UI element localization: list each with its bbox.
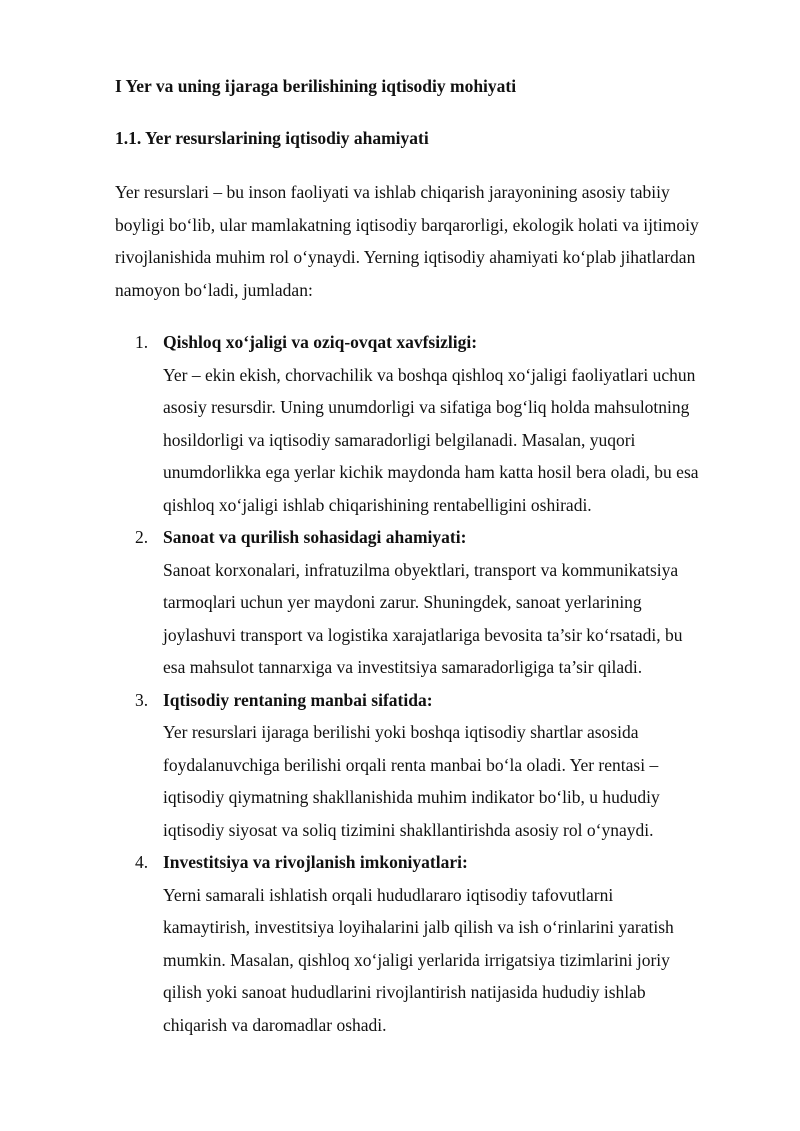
list-item-line: asosiy resursdir. Uning unumdorligi va sifatiga bog‘liq holda mahsulotning <box>163 397 690 417</box>
intro-line: rivojlanishida muhim rol o‘ynaydi. Yerning iqtisodiy ahamiyati ko‘plab jihatlardan <box>115 247 696 267</box>
intro-line: boyligi bo‘lib, ular mamlakatning iqtisodiy barqarorligi, ekologik holati va ijtimoiy <box>115 214 699 235</box>
list-item-line: joylashuvi transport va logistika xarajatlariga bevosita ta’sir ko‘rsatadi, bu <box>163 624 683 645</box>
list-item-line: chiqarish va daromadlar oshadi. <box>163 1014 387 1035</box>
list-item-line: Yer resurslari ijaraga berilishi yoki boshqa iqtisodiy shartlar asosida <box>163 722 639 742</box>
intro-paragraph <box>115 176 755 306</box>
list-item-line: qilish yoki sanoat hududlarini rivojlantirish natijasida hududiy ishlab <box>163 982 646 1002</box>
list-item-line: kamaytirish, investitsiya loyihalarini jalb qilish va ish o‘rinlarini yaratish <box>163 917 674 937</box>
list-item <box>115 326 755 521</box>
list-item-title: Sanoat va qurilish sohasidagi ahamiyati: <box>163 527 467 547</box>
section-heading: 1.1. Yer resurslarining iqtisodiy ahamiyati <box>115 128 429 148</box>
list-item <box>115 846 755 1041</box>
list-item-line: foydalanuvchiga berilishi orqali renta manbai bo‘la oladi. Yer rentasi – <box>163 754 659 775</box>
list-item-line: esa mahsulot tannarxiga va investitsiya samaradorligiga ta’sir qiladi. <box>163 657 643 677</box>
list-item-line: iqtisodiy qiymatning shakllanishida muhim indikator bo‘lib, u hududiy <box>163 787 660 807</box>
list-item-title: Investitsiya va rivojlanish imkoniyatlari: <box>163 852 468 872</box>
list-item-line: iqtisodiy siyosat va soliq tizimini shakllantirishda asosiy rol o‘ynaydi. <box>163 819 654 840</box>
list-item-line: tarmoqlari uchun yer maydoni zarur. Shuningdek, sanoat yerlarining <box>163 592 642 612</box>
list-item-title: Iqtisodiy rentaning manbai sifatida: <box>163 689 433 710</box>
intro-line: namoyon bo‘ladi, jumladan: <box>115 279 313 300</box>
numbered-list <box>115 326 755 1041</box>
list-item-line: Yer – ekin ekish, chorvachilik va boshqa qishloq xo‘jaligi faoliyatlari uchun <box>163 364 696 385</box>
list-item-line: mumkin. Masalan, qishloq xo‘jaligi yerlarida irrigatsiya tizimlarini joriy <box>163 949 670 970</box>
list-item-line: hosildorligi va iqtisodiy samaradorligi belgilanadi. Masalan, yuqori <box>163 429 636 450</box>
list-item-line: qishloq xo‘jaligi ishlab chiqarishining rentabelligini oshiradi. <box>163 494 592 515</box>
list-item-title: Qishloq xo‘jaligi va oziq-ovqat xavfsizligi: <box>163 332 478 352</box>
intro-line: Yer resurslari – bu inson faoliyati va ishlab chiqarish jarayonining asosiy tabiiy <box>115 182 670 202</box>
list-item-line: unumdorlikka ega yerlar kichik maydonda ham katta hosil bera oladi, bu esa <box>163 462 699 482</box>
list-item <box>115 684 755 847</box>
list-item <box>115 521 755 684</box>
chapter-heading: I Yer va uning ijaraga berilishining iqtisodiy mohiyati <box>115 76 517 96</box>
list-item-number: 3. <box>135 689 149 710</box>
list-item-number: 4. <box>135 852 149 872</box>
list-item-line: Sanoat korxonalari, infratuzilma obyektlari, transport va kommunikatsiya <box>163 559 679 580</box>
list-item-number: 2. <box>135 527 149 547</box>
list-item-number: 1. <box>135 332 149 352</box>
list-item-line: Yerni samarali ishlatish orqali hududlararo iqtisodiy tafovutlarni <box>163 884 614 905</box>
